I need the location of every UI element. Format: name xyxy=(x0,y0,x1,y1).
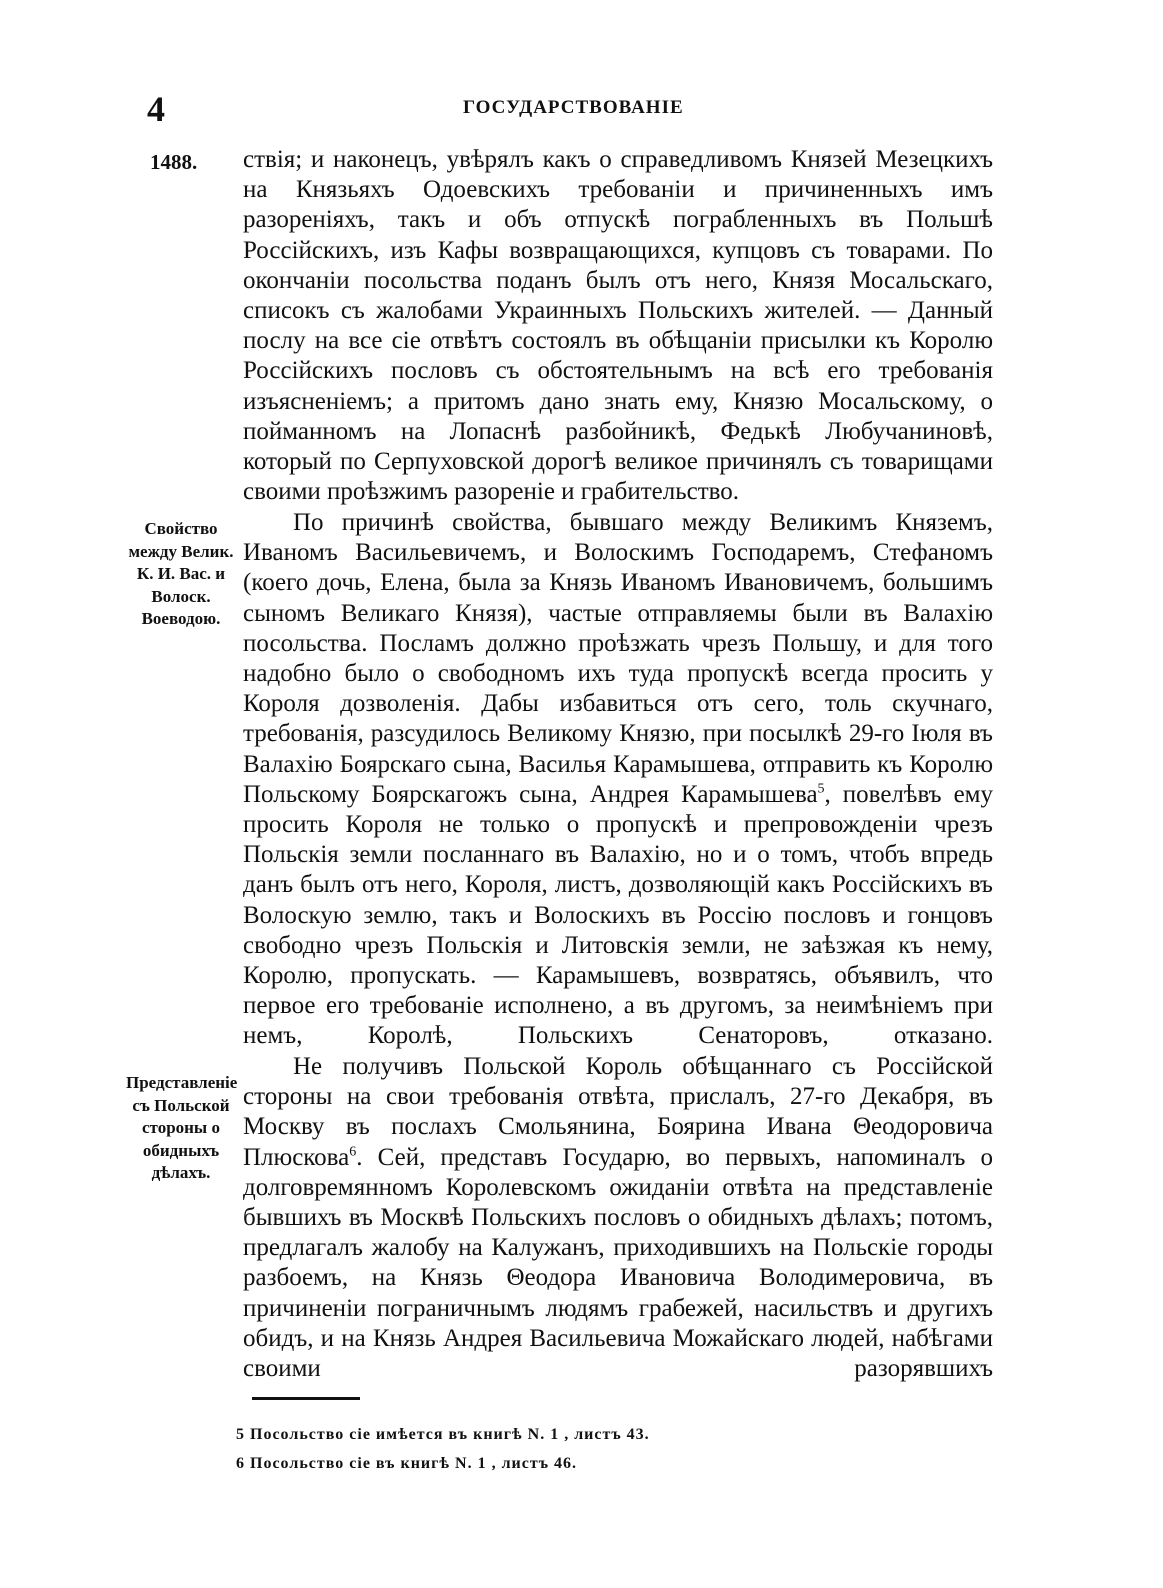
footnote-rule xyxy=(252,1397,360,1400)
paragraph-3-text-a: Не получивъ Польской Король обѣщаннаго съ Россійской стороны на свои требованія отвѣта, прислалъ, 27-го Декабря, въ Москву въ послахъ Смольянина, Боярина Ивана Θеодоровича Плюскова xyxy=(243,1053,993,1171)
footnote-5: 5 Посольство сіе имѣется въ книгѣ N. 1 , листъ 43. xyxy=(236,1426,650,1443)
paragraph-3 xyxy=(243,1052,993,1384)
paragraph-3-text-b: . Сей, представъ Государю, во первыхъ, напоминалъ о долговремянномъ Королевскомъ ожиданіи отвѣта на представленіе бывшихъ въ Москвѣ Польскихъ пословъ о обидныхъ дѣлахъ; потомъ, предлагалъ жалобу на Калужанъ, приходившихъ на Польскіе городы разбоемъ, на Князь Θеодора Ивановича Володимеровича, въ причиненіи пограничнымъ людямъ грабежей, насильствъ и другихъ обидъ, и на Князь Андрея Васильевича Можайскаго людей, набѣгами своими разорявшихъ xyxy=(243,1143,993,1383)
paragraph-2-text-a: По причинѣ свойства, бывшаго между Великимъ Княземъ, Иваномъ Васильевичемъ, и Волоскимъ Господаремъ, Стефаномъ (коего дочь, Елена, была за Князь Иваномъ Ивановичемъ, большимъ сыномъ Великаго Князя), частые отправляемы были въ Валахію посольства. Посламъ должно проѣзжать чрезъ Польшу, и для того надобно было о свободномъ ихъ туда пропускѣ всегда просить у Короля дозволенія. Дабы избавиться отъ сего, толь скучнаго, требованія, разсудилось Великому Князю, при посылкѣ 29-го Іюля въ Валахію Боярскаго сына, Василья Карамышева, отправить къ Королю Польскому Боярскагожъ сына, Андрея Карамышева xyxy=(243,509,993,808)
paragraph-2-text-b: , повелѣвъ ему просить Короля не только о пропускѣ и препровожденіи чрезъ Польскія земли посланнаго въ Валахію, но и о томъ, чтобъ впредь данъ былъ отъ него, Короля, листъ, дозволяющій какъ Россійскихъ въ Волоскую землю, такъ и Волоскихъ въ Россію пословъ и гонцовъ свободно чрезъ Польскія и Литовскія земли, не заѣзжая къ нему, Королю, пропускать. — Карамышевъ, возвратясь, объявилъ, что первое его требованіе исполнено, а въ другомъ, за неимѣніемъ при немъ, Королѣ, Польскихъ Сенаторовъ, отказано. xyxy=(243,780,993,1050)
footnote-ref-5: 5 xyxy=(817,781,825,797)
running-title: ГОСУДАРСТВОВАНІЕ xyxy=(463,97,684,118)
margin-year: 1488. xyxy=(150,150,198,174)
page-number: 4 xyxy=(147,89,165,129)
paragraph-1: ствія; и наконецъ, увѣрялъ какъ о справедливомъ Князей Мезецкихъ на Князьяхъ Одоевскихъ требованіи и причиненныхъ имъ разореніяхъ, такъ и объ отпускѣ пограбленныхъ въ Польшѣ Россійскихъ, изъ Кафы возвращающихся, купцовъ съ товарами. По окончаніи посольства поданъ былъ отъ него, Князя Мосальскаго, списокъ съ жалобами Украинныхъ Польскихъ жителей. — Данный послу на все сіе отвѣтъ состоялъ въ обѣщаніи присылки къ Королю Россійскихъ пословъ съ обстоятельнымъ на всѣ его требованія изъясненіемъ; а притомъ дано знать ему, Князю Мосальскому, о пойманномъ на Лопаснѣ разбойникѣ, Федькѣ Любучаниновѣ, который по Серпуховской дорогѣ великое причинялъ съ товарищами своими проѣзжимъ разореніе и грабительство. xyxy=(243,146,993,506)
footnote-ref-6: 6 xyxy=(349,1144,357,1160)
paragraph-2 xyxy=(243,508,993,1052)
footnote-6: 6 Посольство сіе въ книгѣ N. 1 , листъ 46. xyxy=(236,1455,578,1472)
margin-note-2: Представленіе съ Польской стороны о обидныхъ дѣлахъ. xyxy=(126,1073,238,1182)
margin-note-1: Свойство между Велик. К. И. Вас. и Волоск. Воеводою. xyxy=(128,519,234,628)
